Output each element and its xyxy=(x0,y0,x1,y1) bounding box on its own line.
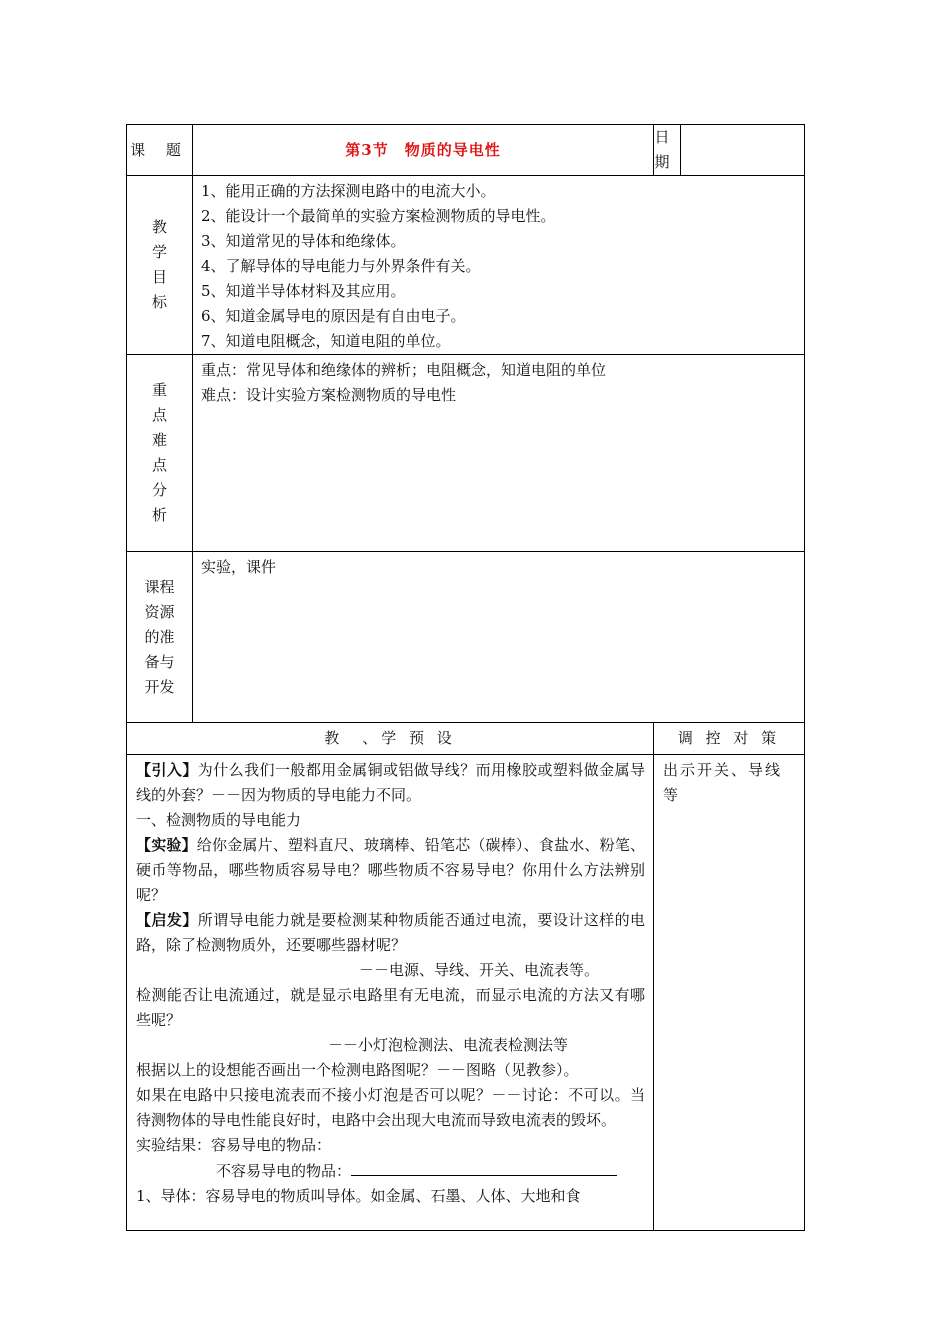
resources-label-line: 的准 xyxy=(144,627,175,646)
answer-blank[interactable] xyxy=(351,1158,617,1176)
date-label: 日 期 xyxy=(654,125,681,176)
conductor-definition: 1、导体：容易导电的物质叫导体。如金属、石墨、人体、大地和食 xyxy=(136,1187,581,1205)
key-points-label-char: 析 xyxy=(151,506,167,524)
course-label: 课 题 xyxy=(127,125,193,176)
header-row xyxy=(127,125,805,176)
result-line xyxy=(136,1158,645,1184)
key-points-label xyxy=(127,355,193,552)
intro-paragraph xyxy=(136,758,645,808)
paragraph: 检测能否让电流通过，就是显示电路里有无电流，而显示电流的方法又有哪些呢？ xyxy=(136,986,646,1029)
inspiration-tag: 【启发】 xyxy=(136,911,198,929)
answer-line: －－电源、导线、开关、电流表等。 xyxy=(359,961,600,979)
difficulty-line: 难点：设计实验方案检测物质的导电性 xyxy=(201,386,457,404)
objective-item: 4、了解导体的导电能力与外界条件有关。 xyxy=(201,257,481,275)
resources-content xyxy=(193,552,805,723)
section-header-row xyxy=(127,723,805,755)
experiment-tag: 【实验】 xyxy=(136,836,197,854)
lesson-title: 第3节 物质的导电性 xyxy=(193,125,654,176)
objectives-label xyxy=(127,176,193,355)
strategy-title: 调 控 对 策 xyxy=(677,729,781,747)
inspiration-text: 所谓导电能力就是要检测某种物质能否通过电流，要设计这样的电路，除了检测物质外，还要哪些器材呢？ xyxy=(136,911,646,954)
objective-item: 2、能设计一个最简单的实验方案检测物质的导电性。 xyxy=(201,207,556,225)
objectives-label-char: 标 xyxy=(151,293,167,311)
intro-tag: 【引入】 xyxy=(136,761,198,779)
objective-item: 7、知道电阻概念，知道电阻的单位。 xyxy=(201,332,451,350)
objective-item: 5、知道半导体材料及其应用。 xyxy=(201,282,406,300)
intro-text: 为什么我们一般都用金属铜或铝做导线？而用橡胶或塑料做金属导线的外套？－－因为物质的导电能力不同。 xyxy=(136,761,646,804)
resources-label-line: 开发 xyxy=(144,677,175,696)
key-points-label-char: 点 xyxy=(151,456,167,474)
result-label-2: 不容易导电的物品： xyxy=(216,1162,352,1180)
key-point-line: 重点：常见导体和绝缘体的辨析；电阻概念，知道电阻的单位 xyxy=(201,361,607,379)
objective-item: 3、知道常见的导体和绝缘体。 xyxy=(201,232,406,250)
objectives-label-char: 目 xyxy=(151,268,167,286)
key-points-label-char: 点 xyxy=(151,406,167,424)
lesson-plan-table xyxy=(126,124,805,1231)
lesson-body xyxy=(127,755,654,1231)
paragraph: 根据以上的设想能否画出一个检测电路图呢？－－图略（见教参）。 xyxy=(136,1061,579,1079)
resources-label-line: 课程 xyxy=(144,577,175,596)
key-points-row xyxy=(127,355,805,552)
paragraph: 如果在电路中只接电流表而不接小灯泡是否可以呢？－－讨论：不可以。当待测物体的导电性能良好时，电路中会出现大电流而导致电流表的毁坏。 xyxy=(136,1086,646,1129)
key-points-content xyxy=(193,355,805,552)
objectives-label-char: 教 xyxy=(151,218,167,236)
resources-text: 实验，课件 xyxy=(201,558,277,576)
teaching-design-header xyxy=(127,723,654,755)
section-heading: 一、检测物质的导电能力 xyxy=(136,811,302,829)
experiment-paragraph xyxy=(136,833,645,908)
strategy-text: 出示开关、导线等 xyxy=(663,761,783,804)
resources-label-line: 资源 xyxy=(144,602,175,621)
teaching-design-title: 教 、学 预 设 xyxy=(324,729,456,747)
resources-row xyxy=(127,552,805,723)
result-label: 实验结果：容易导电的物品： xyxy=(136,1136,332,1154)
objectives-label-char: 学 xyxy=(151,243,167,261)
key-points-label-char: 难 xyxy=(151,431,167,449)
date-value xyxy=(681,125,805,176)
inspiration-paragraph xyxy=(136,908,645,958)
experiment-text: 给你金属片、塑料直尺、玻璃棒、铅笔芯（碳棒）、食盐水、粉笔、硬币等物品，哪些物质容易导电？哪些物质不容易导电？你用什么方法辨别呢？ xyxy=(136,836,646,904)
strategy-cell xyxy=(654,755,805,1231)
resources-label xyxy=(127,552,193,723)
strategy-header xyxy=(654,723,805,755)
answer-line: －－小灯泡检测法、电流表检测法等 xyxy=(328,1036,569,1054)
key-points-label-char: 分 xyxy=(151,481,167,499)
resources-label-line: 备与 xyxy=(144,652,175,671)
objective-item: 1、能用正确的方法探测电路中的电流大小。 xyxy=(201,182,496,200)
key-points-label-char: 重 xyxy=(151,381,167,399)
objectives-content xyxy=(193,176,805,355)
objectives-row xyxy=(127,176,805,355)
objective-item: 6、知道金属导电的原因是有自由电子。 xyxy=(201,307,466,325)
lesson-body-row xyxy=(127,755,805,1231)
